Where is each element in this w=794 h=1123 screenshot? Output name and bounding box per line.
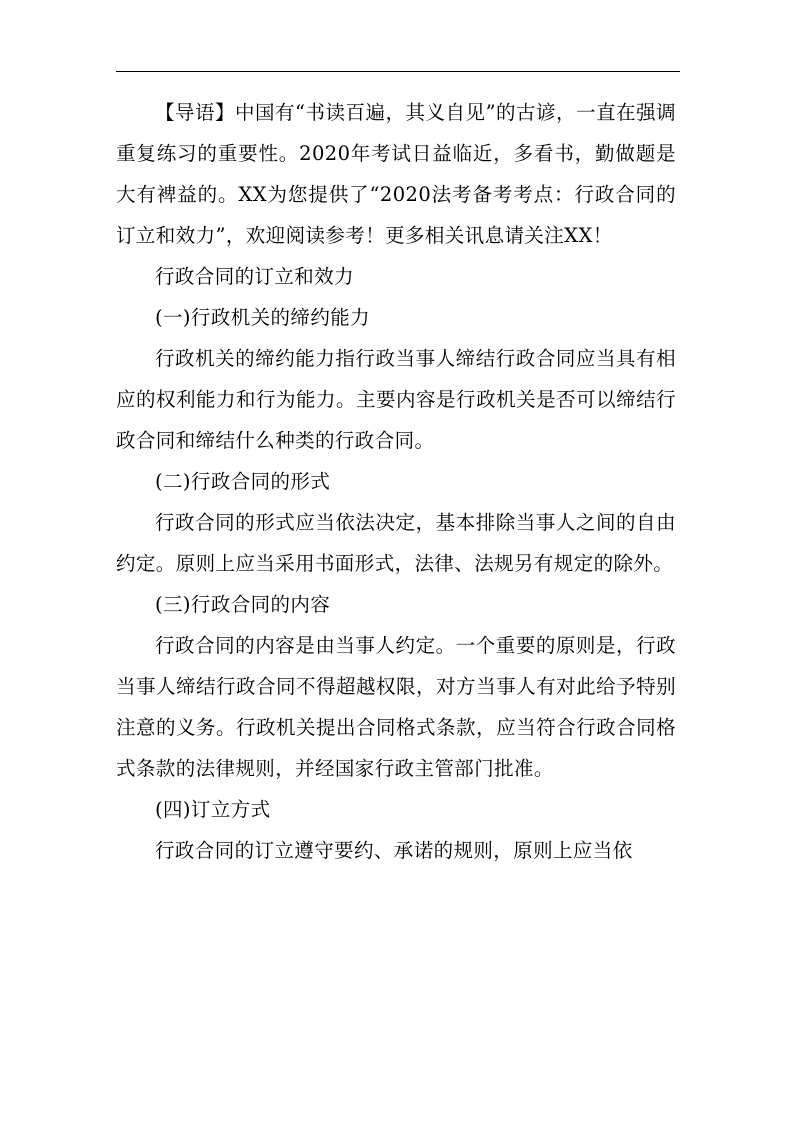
header-rule <box>116 71 680 72</box>
section-heading-2: (二)行政合同的形式 <box>155 470 331 493</box>
article-title: 行政合同的订立和效力 <box>155 265 355 288</box>
section-body-1: 行政机关的缔约能力指行政当事人缔结行政合同应当具有相应的权利能力和行为能力。主要内容是行政机关是否可以缔结行政合同和缔结什么种类的行政合同。 <box>116 347 676 452</box>
section-body-4: 行政合同的订立遵守要约、承诺的规则，原则上应当依 <box>155 839 633 862</box>
section-body-2: 行政合同的形式应当依法决定，基本排除当事人之间的自由约定。原则上应当采用书面形式，法律、法规另有规定的除外。 <box>116 511 676 575</box>
document-body <box>116 92 676 871</box>
section-heading-3: (三)行政合同的内容 <box>155 593 331 616</box>
section-heading-4: (四)订立方式 <box>155 798 271 821</box>
section-heading-1: (一)行政机关的缔约能力 <box>155 306 371 329</box>
intro-paragraph: 【导语】中国有“书读百遍，其义自见”的古谚，一直在强调重复练习的重要性。2020年考试日益临近，多看书，勤做题是大有裨益的。XX为您提供了“2020法考备考考点：行政合同的订立和效力”，欢迎阅读参考！更多相关讯息请关注XX！ <box>116 101 676 247</box>
section-body-3: 行政合同的内容是由当事人约定。一个重要的原则是，行政当事人缔结行政合同不得超越权限，对方当事人有对此给予特别注意的义务。行政机关提出合同格式条款，应当符合行政合同格式条款的法律规则，并经国家行政主管部门批准。 <box>116 634 676 780</box>
